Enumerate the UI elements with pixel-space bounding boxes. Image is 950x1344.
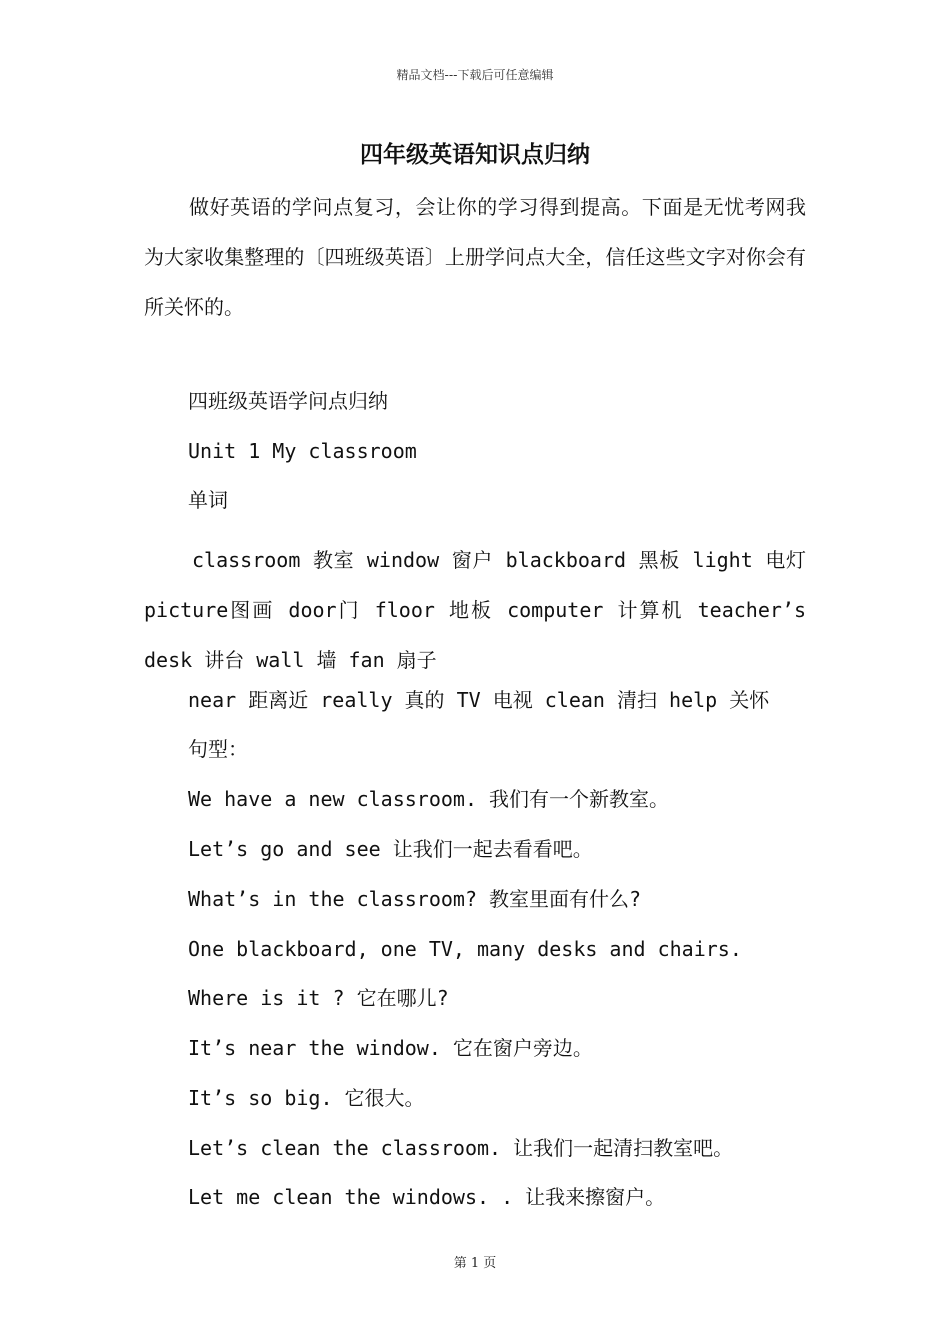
sentence-line: One blackboard, one TV, many desks and chairs. <box>188 937 742 961</box>
sentence-line: It’s so big. 它很大。 <box>188 1086 425 1110</box>
sentence-line: What’s in the classroom? 教室里面有什么? <box>188 887 642 911</box>
sentence-line: It’s near the window. 它在窗户旁边。 <box>188 1036 593 1060</box>
page-number: 第 1 页 <box>453 1256 497 1271</box>
sentence-line: Where is it ? 它在哪儿? <box>188 986 449 1010</box>
document-title: 四年级英语知识点归纳 <box>360 142 590 168</box>
sentence-line: Let’s clean the classroom. 让我们一起清扫教室吧。 <box>188 1136 734 1160</box>
section-title: 四班级英语学问点归纳 <box>188 389 388 413</box>
sentence-line: Let’s go and see 让我们一起去看看吧。 <box>188 837 593 861</box>
unit-title: Unit 1 My classroom <box>188 439 417 463</box>
sentences-heading: 句型： <box>188 737 248 761</box>
vocabulary-paragraph: classroom 教室 window 窗户 blackboard 黑板 light 电灯 picture图画 door门 floor 地板 computer 计算机 teacher’s desk 讲台 wall 墙 fan 扇子 <box>144 548 806 672</box>
words-heading: 单词 <box>188 488 228 512</box>
sentence-line: Let me clean the windows. . 让我来擦窗户。 <box>188 1185 666 1209</box>
intro-paragraph: 做好英语的学问点复习，会让你的学习得到提高。下面是无忧考网我为大家收集整理的〔四班级英语〕上册学问点大全，信任这些文字对你会有所关怀的。 <box>144 195 806 319</box>
header-note: 精品文档---下载后可任意编辑 <box>396 68 554 82</box>
vocabulary-line-2: near 距离近 really 真的 TV 电视 clean 清扫 help 关怀 <box>188 688 770 712</box>
sentence-line: We have a new classroom. 我们有一个新教室。 <box>188 787 670 811</box>
